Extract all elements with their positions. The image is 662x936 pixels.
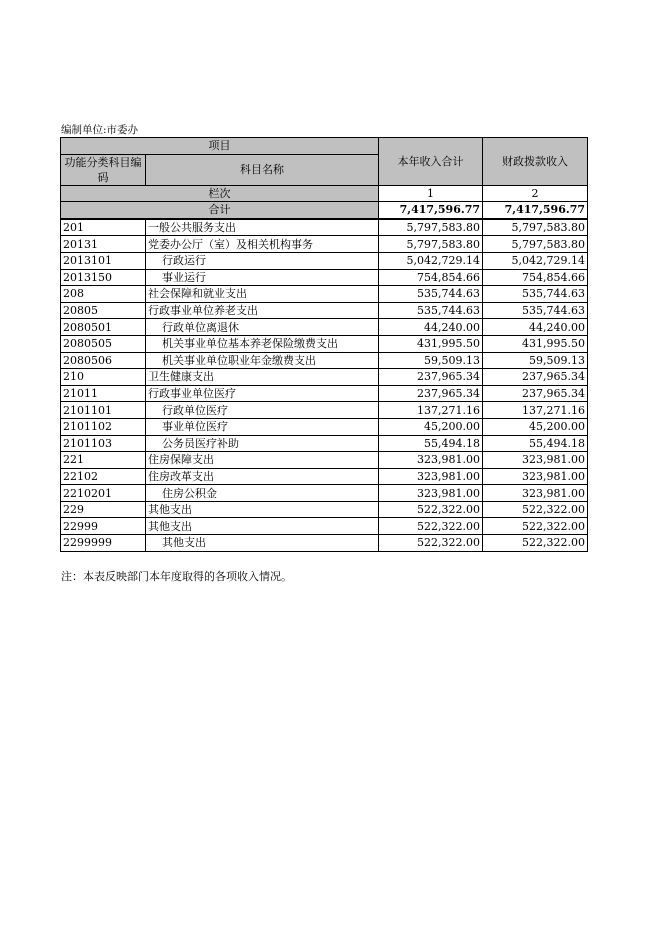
header-code: 功能分类科目编码 (61, 154, 146, 185)
table-row (61, 468, 588, 485)
row-total-income: 323,981.00 (379, 468, 483, 485)
table-row (61, 269, 588, 286)
row-name: 卫生健康支出 (146, 369, 379, 386)
row-fiscal-income: 237,965.34 (483, 385, 588, 402)
row-code: 201 (61, 219, 146, 236)
row-total-income: 431,995.50 (379, 335, 483, 352)
table-row (61, 452, 588, 469)
row-fiscal-income: 535,744.63 (483, 286, 588, 303)
table-row (61, 302, 588, 319)
table-row (61, 501, 588, 518)
row-total-income: 323,981.00 (379, 452, 483, 469)
header-column-index: 栏次 (61, 185, 379, 202)
row-total-income: 535,744.63 (379, 286, 483, 303)
row-total-income: 237,965.34 (379, 369, 483, 386)
row-code: 221 (61, 452, 146, 469)
row-code: 22999 (61, 518, 146, 535)
total-fiscal-value: 7,417,596.77 (483, 202, 588, 219)
table-row (61, 352, 588, 369)
table-row (61, 319, 588, 336)
table-row (61, 485, 588, 502)
row-fiscal-income: 44,240.00 (483, 319, 588, 336)
row-name: 事业运行 (146, 269, 379, 286)
row-fiscal-income: 323,981.00 (483, 485, 588, 502)
row-fiscal-income: 237,965.34 (483, 369, 588, 386)
row-name: 住房保障支出 (146, 452, 379, 469)
row-code: 2210201 (61, 485, 146, 502)
row-name: 行政单位医疗 (146, 402, 379, 419)
table-row (61, 252, 588, 269)
row-total-income: 59,509.13 (379, 352, 483, 369)
row-code: 2013101 (61, 252, 146, 269)
row-name: 其他支出 (146, 518, 379, 535)
row-code: 22102 (61, 468, 146, 485)
table-row (61, 518, 588, 535)
table-row (61, 369, 588, 386)
row-name: 公务员医疗补助 (146, 435, 379, 452)
header-row-index (61, 185, 588, 202)
row-code: 210 (61, 369, 146, 386)
row-name: 行政运行 (146, 252, 379, 269)
row-total-income: 237,965.34 (379, 385, 483, 402)
table-row (61, 418, 588, 435)
row-fiscal-income: 55,494.18 (483, 435, 588, 452)
row-fiscal-income: 535,744.63 (483, 302, 588, 319)
row-code: 2013150 (61, 269, 146, 286)
row-code: 229 (61, 501, 146, 518)
row-name: 机关事业单位职业年金缴费支出 (146, 352, 379, 369)
row-name: 事业单位医疗 (146, 418, 379, 435)
total-income-value: 7,417,596.77 (379, 202, 483, 219)
row-code: 2080505 (61, 335, 146, 352)
header-project: 项目 (61, 138, 379, 155)
row-name: 社会保障和就业支出 (146, 286, 379, 303)
row-total-income: 522,322.00 (379, 501, 483, 518)
row-total-income: 323,981.00 (379, 485, 483, 502)
row-code: 2080506 (61, 352, 146, 369)
table-note: 注：本表反映部门本年度取得的各项收入情况。 (61, 570, 292, 583)
header-name: 科目名称 (146, 154, 379, 185)
row-name: 行政单位离退休 (146, 319, 379, 336)
row-fiscal-income: 323,981.00 (483, 468, 588, 485)
row-fiscal-income: 431,995.50 (483, 335, 588, 352)
row-code: 2080501 (61, 319, 146, 336)
row-fiscal-income: 522,322.00 (483, 501, 588, 518)
row-name: 行政事业单位养老支出 (146, 302, 379, 319)
row-name: 一般公共服务支出 (146, 219, 379, 236)
row-name: 其他支出 (146, 501, 379, 518)
table-row (61, 286, 588, 303)
unit-label: 编制单位:市委办 (61, 124, 139, 136)
row-name: 住房公积金 (146, 485, 379, 502)
total-row (61, 202, 588, 219)
table-row (61, 385, 588, 402)
row-fiscal-income: 5,797,583.80 (483, 219, 588, 236)
table-row (61, 236, 588, 253)
row-code: 2101101 (61, 402, 146, 419)
row-name: 行政事业单位医疗 (146, 385, 379, 402)
row-code: 21011 (61, 385, 146, 402)
row-code: 2101103 (61, 435, 146, 452)
row-total-income: 754,854.66 (379, 269, 483, 286)
row-total-income: 5,797,583.80 (379, 219, 483, 236)
table-row (61, 435, 588, 452)
header-row-project (61, 138, 588, 155)
total-label: 合计 (61, 202, 379, 219)
row-total-income: 44,240.00 (379, 319, 483, 336)
header-total-income: 本年收入合计 (379, 138, 483, 186)
row-name: 其他支出 (146, 535, 379, 552)
row-fiscal-income: 522,322.00 (483, 518, 588, 535)
header-fiscal-income: 财政拨款收入 (483, 138, 588, 186)
row-total-income: 55,494.18 (379, 435, 483, 452)
row-code: 2101102 (61, 418, 146, 435)
row-fiscal-income: 754,854.66 (483, 269, 588, 286)
row-fiscal-income: 45,200.00 (483, 418, 588, 435)
row-total-income: 5,797,583.80 (379, 236, 483, 253)
table-row (61, 535, 588, 552)
row-fiscal-income: 522,322.00 (483, 535, 588, 552)
row-total-income: 522,322.00 (379, 535, 483, 552)
row-code: 208 (61, 286, 146, 303)
income-table (60, 137, 588, 552)
row-total-income: 522,322.00 (379, 518, 483, 535)
row-fiscal-income: 59,509.13 (483, 352, 588, 369)
row-fiscal-income: 323,981.00 (483, 452, 588, 469)
row-total-income: 137,271.16 (379, 402, 483, 419)
row-code: 20805 (61, 302, 146, 319)
row-name: 机关事业单位基本养老保险缴费支出 (146, 335, 379, 352)
row-total-income: 45,200.00 (379, 418, 483, 435)
row-fiscal-income: 5,042,729.14 (483, 252, 588, 269)
row-code: 20131 (61, 236, 146, 253)
header-col2: 2 (483, 185, 588, 202)
table-row (61, 219, 588, 236)
row-name: 党委办公厅（室）及相关机构事务 (146, 236, 379, 253)
row-total-income: 5,042,729.14 (379, 252, 483, 269)
row-code: 2299999 (61, 535, 146, 552)
row-fiscal-income: 5,797,583.80 (483, 236, 588, 253)
row-name: 住房改革支出 (146, 468, 379, 485)
table-row (61, 402, 588, 419)
header-col1: 1 (379, 185, 483, 202)
row-fiscal-income: 137,271.16 (483, 402, 588, 419)
row-total-income: 535,744.63 (379, 302, 483, 319)
table-row (61, 335, 588, 352)
